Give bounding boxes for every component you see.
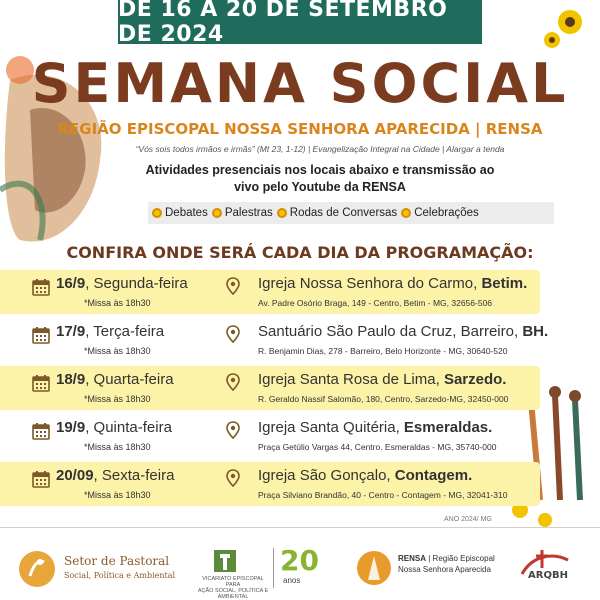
rensa-title: RENSA | Região Episcopal [398, 554, 495, 563]
schedule-list [0, 268, 600, 508]
setor-title: Setor de Pastoral [64, 554, 170, 568]
setor-subtitle: Social, Política e Ambiental [64, 571, 176, 580]
schedule-venue: Igreja Santa Rosa de Lima, Sarzedo. [258, 371, 507, 388]
missa-time: *Missa às 18h30 [84, 490, 151, 500]
schedule-row [0, 316, 600, 364]
sunflower-bullet-icon [152, 208, 162, 218]
arqbh-label: ARQBH [528, 570, 568, 581]
tag-item: Celebrações [401, 207, 479, 219]
location-pin-icon [226, 421, 240, 439]
date-banner: DE 16 A 20 DE SETEMBRO DE 2024 [118, 0, 482, 44]
location-pin-icon [226, 277, 240, 295]
schedule-address: R. Geraldo Nassif Salomão, 180, Centro, Sarzedo-MG, 32450-000 [258, 394, 509, 404]
footer-logos [0, 530, 600, 600]
rensa-logo-icon [356, 550, 392, 586]
calendar-icon [32, 470, 50, 488]
schedule-row [0, 364, 600, 412]
footer-divider [0, 527, 600, 528]
rensa-subtitle: Nossa Senhora Aparecida [398, 565, 491, 574]
schedule-venue: Santuário São Paulo da Cruz, Barreiro, BH. [258, 323, 549, 340]
calendar-icon [32, 278, 50, 296]
schedule-venue: Igreja Santa Quitéria, Esmeraldas. [258, 419, 493, 436]
schedule-address: Praça Getúlio Vargas 44, Centro. Esmeraldas - MG, 35740-000 [258, 442, 497, 452]
activities-note: Atividades presenciais nos locais abaixo e transmissão ao vivo pelo Youtube da RENSA [145, 163, 495, 194]
schedule-day: 18/9, Quarta-feira [56, 371, 174, 388]
location-pin-icon [226, 325, 240, 343]
tag-item: Rodas de Conversas [277, 207, 397, 219]
missa-time: *Missa às 18h30 [84, 298, 151, 308]
vicariato-divider [273, 548, 274, 588]
section-heading: CONFIRA ONDE SERÁ CADA DIA DA PROGRAMAÇÃO: [66, 243, 534, 262]
schedule-day: 17/9, Terça-feira [56, 323, 165, 340]
setor-pastoral-logo-icon [18, 550, 56, 588]
region-subtitle: REGIÃO EPISCOPAL NOSSA SENHORA APARECIDA | RENSA [57, 120, 543, 138]
missa-time: *Missa às 18h30 [84, 442, 151, 452]
vicariato-text: VICARIATO EPISCOPAL PARA AÇÃO SOCIAL, POLÍTICA E AMBIENTAL [197, 576, 269, 600]
location-pin-icon [226, 373, 240, 391]
calendar-icon [32, 422, 50, 440]
missa-time: *Missa às 18h30 [84, 394, 151, 404]
schedule-row [0, 268, 600, 316]
year-note: ANO 2024/ MG [444, 516, 492, 523]
vicariato-logo-icon [212, 548, 238, 574]
calendar-icon [32, 326, 50, 344]
theme-quote: “Vós sois todos irmãos e irmãs” (Mt 23, 1-12) | Evangelização Integral na Cidade | Alargar a tenda [135, 144, 505, 154]
tag-item: Palestras [212, 207, 273, 219]
schedule-row [0, 412, 600, 460]
activity-tags [148, 202, 554, 224]
schedule-day: 20/09, Sexta-feira [56, 467, 175, 484]
schedule-address: Av. Padre Osório Braga, 149 - Centro, Betim - MG, 32656-506 [258, 298, 493, 308]
sunflower-bullet-icon [277, 208, 287, 218]
schedule-row [0, 460, 600, 508]
page-title: SEMANA SOCIAL [31, 52, 569, 115]
calendar-icon [32, 374, 50, 392]
sunflower-bullet-icon [212, 208, 222, 218]
twenty-years-badge: 20 [280, 544, 319, 577]
schedule-address: Praça Silviano Brandão, 40 - Centro - Contagem - MG, 32041-310 [258, 490, 508, 500]
schedule-venue: Igreja São Gonçalo, Contagem. [258, 467, 473, 484]
location-pin-icon [226, 469, 240, 487]
missa-time: *Missa às 18h30 [84, 346, 151, 356]
schedule-venue: Igreja Nossa Senhora do Carmo, Betim. [258, 275, 528, 292]
sunflower-bullet-icon [401, 208, 411, 218]
tag-item: Debates [152, 207, 208, 219]
schedule-day: 16/9, Segunda-feira [56, 275, 188, 292]
twenty-years-label: anos [283, 576, 301, 585]
schedule-address: R. Benjamin Dias, 278 - Barreiro, Belo Horizonte - MG, 30640-520 [258, 346, 508, 356]
schedule-day: 19/9, Quinta-feira [56, 419, 172, 436]
